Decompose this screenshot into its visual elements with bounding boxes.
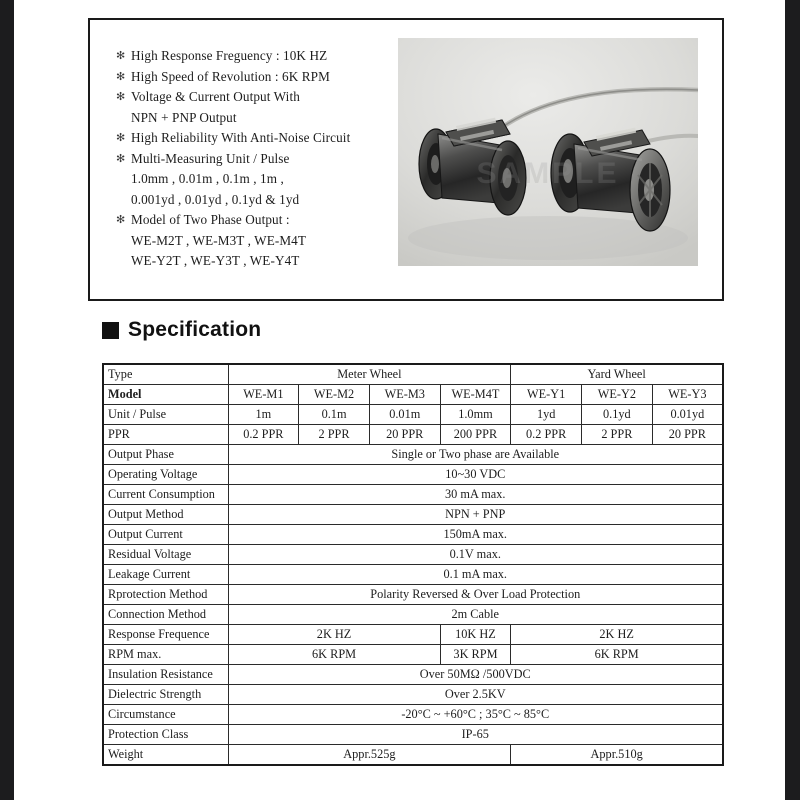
wheel-group-header: Yard Wheel <box>511 364 723 385</box>
table-row-residual-voltage <box>103 545 723 565</box>
model-cell: WE-Y1 <box>511 385 582 405</box>
table-row-response-frequence <box>103 625 723 645</box>
feature-continuation-line: WE-Y2T , WE-Y3T , WE-Y4T <box>131 253 300 268</box>
specification-table <box>102 363 724 766</box>
table-row-rprotection-method <box>103 585 723 605</box>
square-bullet-icon <box>102 322 119 339</box>
row-label: Response Frequence <box>103 625 228 645</box>
row-label: Connection Method <box>103 605 228 625</box>
table-row-current-consumption <box>103 485 723 505</box>
specification-heading <box>102 318 261 342</box>
ppr-cell: 0.2 PPR <box>511 425 582 445</box>
row-label: Type <box>103 364 228 385</box>
feature-list <box>116 46 416 272</box>
response-frequence-cell: 2K HZ <box>228 625 440 645</box>
asterisk-bullet-icon: ✻ <box>116 91 126 103</box>
response-frequence-cell: 2K HZ <box>511 625 723 645</box>
model-cell: WE-M4T <box>440 385 511 405</box>
unit-pulse-cell: 0.1m <box>299 405 370 425</box>
feature-item <box>116 46 416 67</box>
table-row-dielectric-strength <box>103 685 723 705</box>
row-label: Residual Voltage <box>103 545 228 565</box>
table-row-leakage-current <box>103 565 723 585</box>
row-value: Over 2.5KV <box>228 685 723 705</box>
unit-pulse-cell: 0.01m <box>369 405 440 425</box>
row-label: Output Method <box>103 505 228 525</box>
paper-sheet <box>14 0 785 800</box>
row-value: 10~30 VDC <box>228 465 723 485</box>
response-frequence-cell: 10K HZ <box>440 625 511 645</box>
row-label: Weight <box>103 745 228 766</box>
table-row-protection-class <box>103 725 723 745</box>
rpm-max-cell: 6K RPM <box>511 645 723 665</box>
asterisk-bullet-icon: ✻ <box>116 50 126 62</box>
asterisk-bullet-icon: ✻ <box>116 214 126 226</box>
feature-item <box>116 67 416 88</box>
row-label: Output Phase <box>103 445 228 465</box>
rpm-max-cell: 3K RPM <box>440 645 511 665</box>
model-cell: WE-M2 <box>299 385 370 405</box>
table-row-output-phase <box>103 445 723 465</box>
table-row-model <box>103 385 723 405</box>
feature-item <box>116 87 416 108</box>
table-row-weight <box>103 745 723 766</box>
row-value: NPN + PNP <box>228 505 723 525</box>
unit-pulse-cell: 1yd <box>511 405 582 425</box>
row-value: 2m Cable <box>228 605 723 625</box>
table-row-rpm-max <box>103 645 723 665</box>
feature-item <box>116 128 416 149</box>
asterisk-bullet-icon: ✻ <box>116 152 126 165</box>
table-row-connection-method <box>103 605 723 625</box>
feature-text: Model of Two Phase Output : <box>131 212 290 227</box>
row-label: Leakage Current <box>103 565 228 585</box>
row-value: Over 50MΩ /500VDC <box>228 665 723 685</box>
feature-continuation-line: 1.0mm , 0.01m , 0.1m , 1m , <box>131 171 284 186</box>
feature-text: High Reliability With Anti-Noise Circuit <box>131 130 351 145</box>
asterisk-bullet-icon: ✻ <box>116 132 126 144</box>
wheel-group-header: Meter Wheel <box>228 364 511 385</box>
ppr-cell: 2 PPR <box>582 425 653 445</box>
table-row-unit-pulse <box>103 405 723 425</box>
ppr-cell: 2 PPR <box>299 425 370 445</box>
feature-text: Voltage & Current Output With <box>131 89 300 104</box>
unit-pulse-cell: 1.0mm <box>440 405 511 425</box>
table-row-ppr <box>103 425 723 445</box>
row-value: 150mA max. <box>228 525 723 545</box>
table-row-output-method <box>103 505 723 525</box>
table-row-operating-voltage <box>103 465 723 485</box>
ppr-cell: 200 PPR <box>440 425 511 445</box>
section-title: Specification <box>128 318 262 341</box>
product-photo-artwork <box>398 38 698 266</box>
table-row-circumstance <box>103 705 723 725</box>
weight-cell: Appr.525g <box>228 745 511 766</box>
feature-continuation-line: WE-M2T , WE-M3T , WE-M4T <box>131 232 307 248</box>
specification-table-body <box>103 364 723 765</box>
row-label: Dielectric Strength <box>103 685 228 705</box>
rpm-max-cell: 6K RPM <box>228 645 440 665</box>
feature-text: High Speed of Revolution : 6K RPM <box>131 68 330 84</box>
ppr-cell: 0.2 PPR <box>228 425 299 445</box>
row-label: Model <box>103 385 228 405</box>
ppr-cell: 20 PPR <box>369 425 440 445</box>
feature-text: Multi-Measuring Unit / Pulse <box>131 150 290 166</box>
row-label: Protection Class <box>103 725 228 745</box>
row-value: Single or Two phase are Available <box>228 445 723 465</box>
photo-watermark: SAMPLE <box>476 156 620 190</box>
feature-continuation-line: 0.001yd , 0.01yd , 0.1yd & 1yd <box>131 191 300 207</box>
row-value: 30 mA max. <box>228 485 723 505</box>
row-label: Rprotection Method <box>103 585 228 605</box>
row-value: 0.1 mA max. <box>228 565 723 585</box>
table-row-output-current <box>103 525 723 545</box>
weight-cell: Appr.510g <box>511 745 723 766</box>
model-cell: WE-M3 <box>369 385 440 405</box>
row-label: Operating Voltage <box>103 465 228 485</box>
row-label: PPR <box>103 425 228 445</box>
feature-item <box>116 149 416 170</box>
row-label: RPM max. <box>103 645 228 665</box>
feature-text: High Response Freguency : 10K HZ <box>131 48 328 63</box>
table-row-type <box>103 364 723 385</box>
row-value: Polarity Reversed & Over Load Protection <box>228 585 723 605</box>
row-label: Unit / Pulse <box>103 405 228 425</box>
row-label: Current Consumption <box>103 485 228 505</box>
unit-pulse-cell: 1m <box>228 405 299 425</box>
model-cell: WE-Y3 <box>652 385 723 405</box>
ppr-cell: 20 PPR <box>652 425 723 445</box>
row-value: IP-65 <box>228 725 723 745</box>
asterisk-bullet-icon: ✻ <box>116 70 126 83</box>
row-value: -20°C ~ +60°C ; 35°C ~ 85°C <box>228 705 723 725</box>
feature-item <box>116 210 416 231</box>
table-row-insulation-resistance <box>103 665 723 685</box>
row-label: Output Current <box>103 525 228 545</box>
unit-pulse-cell: 0.01yd <box>652 405 723 425</box>
feature-continuation-line: NPN + PNP Output <box>131 109 237 125</box>
row-value: 0.1V max. <box>228 545 723 565</box>
product-photo <box>398 38 698 266</box>
unit-pulse-cell: 0.1yd <box>582 405 653 425</box>
model-cell: WE-Y2 <box>582 385 653 405</box>
model-cell: WE-M1 <box>228 385 299 405</box>
features-box <box>88 18 724 301</box>
row-label: Circumstance <box>103 705 228 725</box>
row-label: Insulation Resistance <box>103 665 228 685</box>
